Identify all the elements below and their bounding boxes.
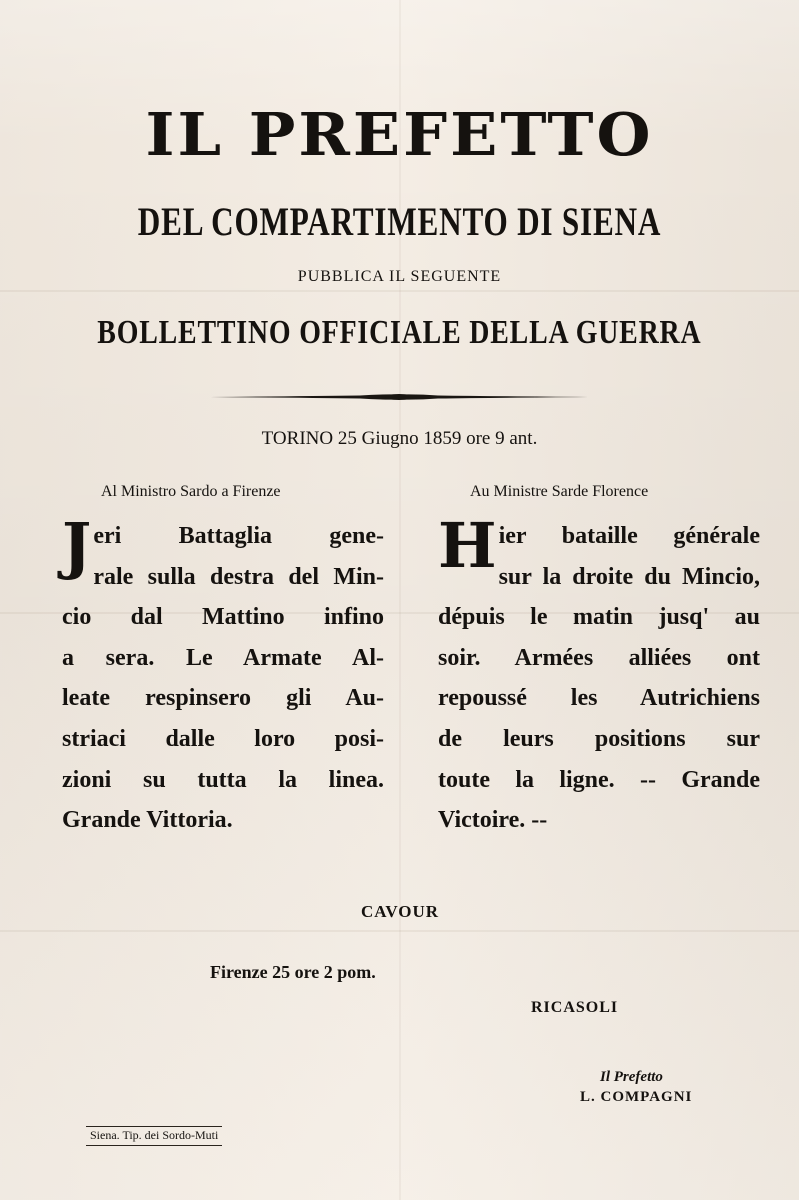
french-line: repoussé les Autrichiens: [438, 685, 760, 712]
french-line: dépuis le matin jusq' au: [438, 604, 760, 631]
bulletin-title: [0, 314, 799, 352]
prefetto-name: L. COMPAGNI: [580, 1089, 693, 1105]
signature-ricasoli: RICASOLI: [531, 999, 619, 1016]
french-line: toute la ligne. -- Grande: [438, 766, 760, 793]
printer-imprint: Siena. Tip. dei Sordo-Muti: [86, 1126, 222, 1146]
fold-line: [399, 0, 401, 1200]
italian-line: rale sulla destra del Min-: [93, 563, 384, 590]
french-line: soir. Armées alliées ont: [438, 644, 760, 671]
bulletin-title-text: BOLLETTINO OFFICIALE DELLA GUERRA: [97, 314, 702, 351]
signature-cavour: CAVOUR: [361, 902, 440, 921]
italian-line: striaci dalle loro posi-: [62, 725, 384, 752]
french-line: de leurs positions sur: [438, 725, 760, 752]
prefetto-label: Il Prefetto: [600, 1069, 663, 1085]
italian-line: leate respinsero gli Au-: [62, 685, 384, 712]
firenze-line: Firenze 25 ore 2 pom.: [210, 962, 376, 982]
italian-line: a sera. Le Armate Al-: [62, 644, 384, 671]
french-text: [438, 509, 760, 841]
french-line: Victoire. --: [438, 807, 548, 834]
subtitle-text: DEL COMPARTIMENTO DI SIENA: [137, 199, 662, 244]
italian-first-line: eri Battaglia gene-: [93, 523, 384, 549]
ornamental-rule: [210, 393, 588, 401]
dateline: TORINO 25 Giugno 1859 ore 9 ant.: [261, 428, 538, 449]
french-heading: Au Ministre Sarde Florence: [470, 483, 649, 500]
italian-text: [62, 509, 384, 841]
italian-line: Grande Vittoria.: [62, 807, 233, 834]
italian-heading: Al Ministro Sardo a Firenze: [101, 483, 281, 500]
italian-line: zioni su tutta la linea.: [62, 766, 384, 793]
french-dropcap: H: [438, 509, 497, 582]
subtitle: [0, 198, 799, 245]
french-first-line: ier bataille générale: [498, 523, 760, 549]
title: IL PREFETTO: [145, 99, 654, 170]
italian-dropcap: J: [62, 509, 92, 582]
publishes-line: PUBBLICA IL SEGUENTE: [297, 268, 502, 285]
french-line: sur la droite du Mincio,: [498, 563, 760, 590]
italian-line: cio dal Mattino infino: [62, 604, 384, 631]
